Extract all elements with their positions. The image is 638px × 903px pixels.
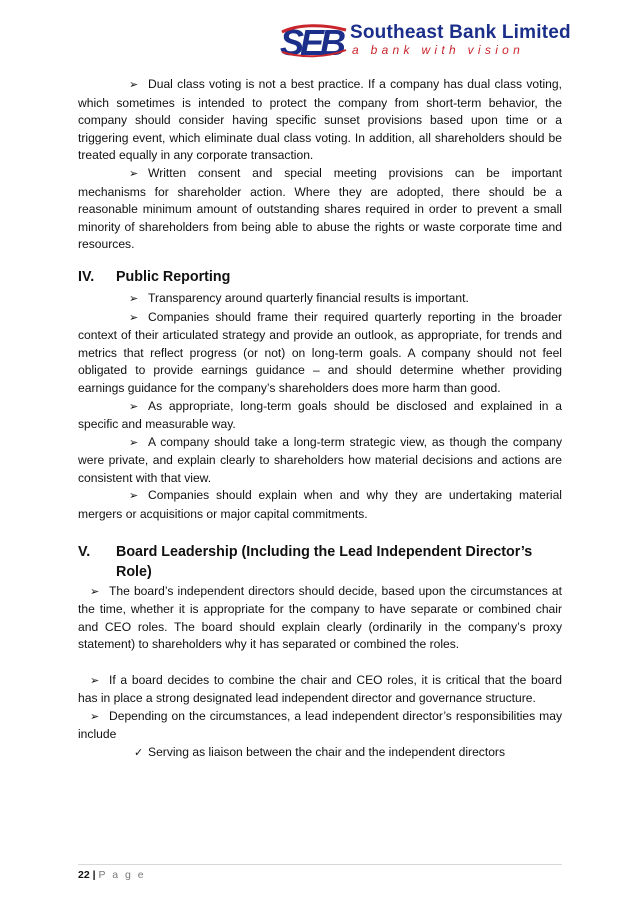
checkmark-icon: ✓	[134, 747, 144, 759]
paragraph-text: Written consent and special meeting provisions can be important mechanisms for shareholder action. Where they are adopted, there should be a reasonable minimum amount of outstanding shares required in order to prevent a small minority of shareholders from being able to abuse the rights or waste corporate time and resources.	[78, 165, 562, 252]
footer-divider	[78, 864, 562, 865]
section-title: Public Reporting	[116, 268, 231, 285]
arrow-bullet-icon: ➢	[129, 436, 139, 449]
paragraph-text: The board’s independent directors should decide, based upon the circumstances at the time, whether it is appropriate for the company to have separate or combined chair and CEO roles. The board should explain clearly (ordinarily in the company’s proxy statement) to shareholders why it has separated or combined the roles.	[78, 583, 562, 652]
bullet-paragraph	[78, 165, 562, 254]
bullet-paragraph	[78, 708, 562, 744]
page-header	[0, 0, 638, 64]
paragraph-text: Transparency around quarterly financial results is important.	[148, 290, 469, 305]
bullet-paragraph	[78, 309, 562, 398]
bullet-paragraph	[78, 290, 562, 309]
bank-tagline: a bank with vision	[352, 43, 525, 57]
bank-name: Southeast Bank Limited	[350, 22, 571, 43]
bullet-paragraph	[78, 434, 562, 488]
page-footer	[78, 869, 146, 881]
footer-separator: |	[92, 869, 96, 881]
bullet-paragraph	[78, 398, 562, 434]
arrow-bullet-icon: ➢	[129, 292, 139, 305]
bullet-paragraph	[78, 487, 562, 523]
logo-lettering: SEB	[280, 22, 343, 60]
bullet-paragraph	[78, 672, 562, 708]
section-number: V.	[78, 543, 91, 560]
bullet-paragraph	[78, 76, 562, 165]
paragraph-text: A company should take a long-term strategic view, as though the company were private, and explain clearly to shareholders how material decisions and actions are consistent with that view.	[78, 434, 562, 485]
southeast-bank-logo-icon	[278, 22, 350, 60]
paragraph-text: Dual class voting is not a best practice. If a company has dual class voting, which sometimes is intended to protect the company from short-term behavior, the company should consider having specific sunset provisions based upon time or a triggering event, which eliminate dual class voting. In addition, all shareholders should be treated equally in any corporate transaction.	[78, 77, 562, 163]
arrow-bullet-icon: ➢	[90, 710, 100, 723]
paragraph-text: Serving as liaison between the chair and the independent directors	[148, 745, 505, 759]
arrow-bullet-icon: ➢	[129, 311, 139, 324]
paragraph-text: Companies should explain when and why they are undertaking material mergers or acquisitions or major capital commitments.	[78, 488, 562, 522]
paragraph-text: As appropriate, long-term goals should be disclosed and explained in a specific and measurable way.	[78, 398, 562, 432]
page-label: P a g e	[98, 869, 146, 881]
arrow-bullet-icon: ➢	[129, 167, 139, 180]
paragraph-text: Depending on the circumstances, a lead independent director’s responsibilities may include	[78, 708, 562, 742]
page-number: 22	[78, 869, 90, 881]
arrow-bullet-icon: ➢	[129, 490, 139, 503]
arrow-bullet-icon: ➢	[90, 674, 100, 687]
section-title: Board Leadership (Including the Lead Independent Director’s Role)	[116, 543, 533, 580]
paragraph-text: Companies should frame their required quarterly reporting in the broader context of their articulated strategy and provide an outlook, as appropriate, for trends and metrics that reflect progress (or not) on long-term goals. A company should not feel obligated to provide earnings guidance – and should determine whether providing earnings guidance for the company’s shareholders does more harm than good.	[78, 309, 562, 395]
arrow-bullet-icon: ➢	[90, 585, 100, 598]
section-number: IV.	[78, 268, 95, 285]
paragraph-gap	[78, 654, 562, 672]
arrow-bullet-icon: ➢	[129, 79, 139, 91]
arrow-bullet-icon: ➢	[129, 400, 139, 413]
paragraph-text: If a board decides to combine the chair and CEO roles, it is critical that the board has in place a strong designated lead independent director and governance structure.	[78, 672, 562, 706]
check-bullet-paragraph	[78, 744, 562, 763]
bullet-paragraph	[78, 583, 562, 654]
section-heading-v	[78, 542, 562, 582]
section-heading-iv	[78, 267, 562, 287]
page-content	[78, 76, 562, 763]
